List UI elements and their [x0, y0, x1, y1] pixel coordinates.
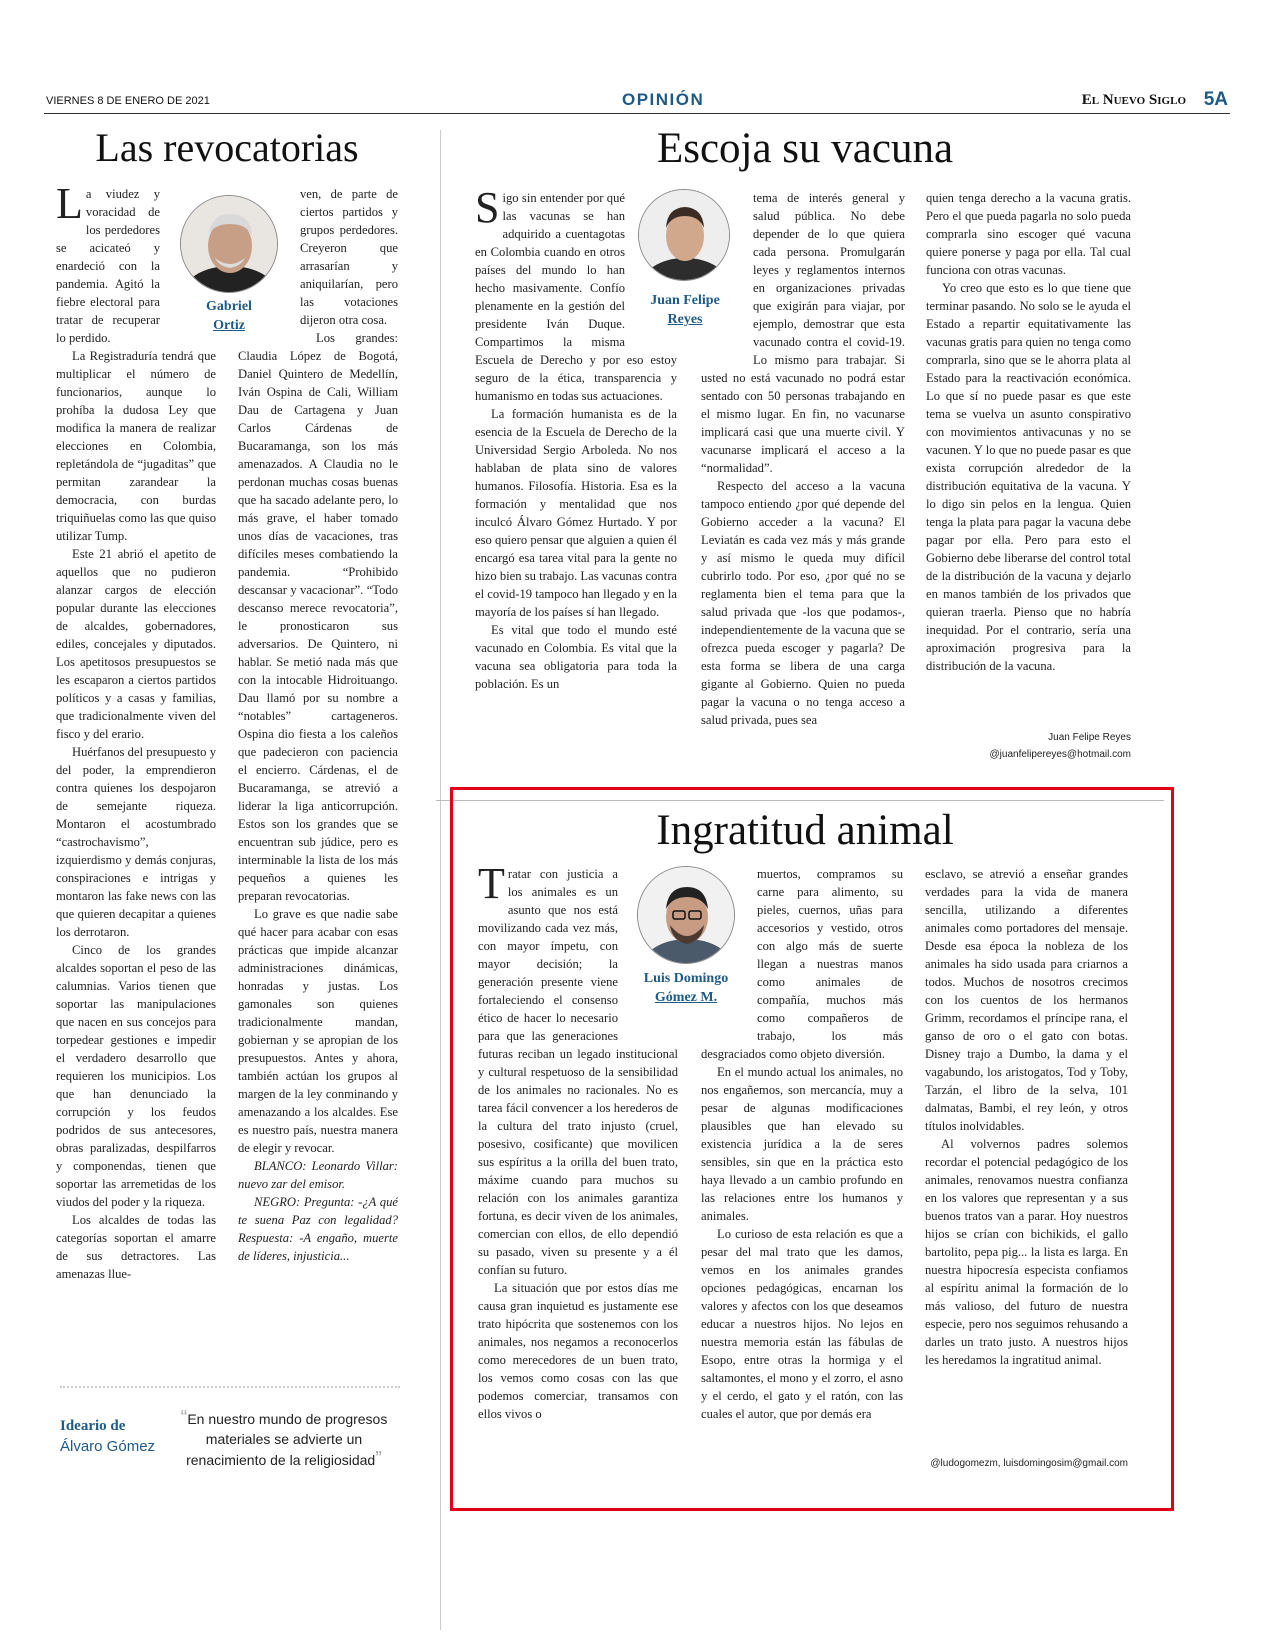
- paragraph: Huérfanos del presupuesto y del poder, la emprendieron contra quienes los despojaron de semejante riqueza. Montaron el acostumbrado “castrochavismo”, izquierdismo y demás conjuras, conspiraciones e intrigas y montaron las fake news con las que quieren decapitar a quienes los derrotaron.: [56, 745, 216, 939]
- author-last-name: Gómez M.: [654, 990, 718, 1005]
- article-2-title: Escoja su vacuna: [656, 125, 954, 172]
- article-2-column-2: [701, 189, 905, 761]
- paragraph: BLANCO: Leonardo Villar: nuevo zar del emisor.: [238, 1159, 398, 1191]
- page-number: 5A: [1203, 89, 1228, 110]
- article-3-column-2: [701, 865, 903, 1473]
- paragraph: La Registraduría tendrá que multiplicar el número de funcionarios, aunque lo prohíba la dudosa Ley que modifica la manera de realizar elecciones en Colombia, repletándola de “jugaditas” que permitan zarandear la democracia, con burdas triquiñuelas como las que quiso utilizar Tump.: [56, 349, 216, 543]
- paragraph: La situación que por estos días me causa gran inquietud es justamente ese trato hipócrita que sostenemos con los animales, nos negamos a reconocerlos como merecedores de un buen trato, los vemos como cosas con las que podemos comerciar, transamos con ellos vivos o: [478, 1281, 678, 1421]
- paragraph: Es vital que todo el mundo esté vacunado en Colombia. Es vital que la vacuna sea obligatoria para toda la población. Es un: [475, 623, 677, 691]
- photo-spacer: [238, 185, 300, 345]
- page-header: [44, 89, 1230, 114]
- author-first-name: Luis Domingo: [643, 971, 729, 986]
- photo-spacer: [160, 185, 216, 343]
- article-3-column-3: [925, 865, 1128, 1455]
- close-quote-icon: ”: [375, 1448, 382, 1470]
- article-3-title: Ingratitud animal: [656, 807, 954, 854]
- paragraph: Lo curioso de esta relación es que a pesar del mal trato que les damos, vemos en los animales grandes opciones pedagógicas, encarnan los valores y afectos con los que deseamos educar a nuestros hijos. No lejos en nuestra memoria están las fábulas de Esopo, entre otras la hormiga y el saltamontes, el mono y el zorro, el asno y el cerdo, el gato y el ratón, con las cuales el autor, que por demás era: [701, 1227, 903, 1421]
- ideario-box: [60, 1386, 400, 1481]
- paragraph: Yo creo que esto es lo que tiene que terminar pasando. No solo se le ayuda el Estado a repartir equitativamente las vacunas gratis para quien no tenga como comprarla, sino que se le ahorra plata al Estado para la reactivación económica. Lo que sí no puede pasar es que este tema se vuelva un asunto conspirativo con movimientos antivacunas y no se vacunen. Y lo que no puede pasar es que exista corrupción alrededor de la distribución equitativa de la vacuna. Y lo digo sin pelos en la lengua. Quien tenga la plata para pagar la vacuna debe pagar por ella. Pero para esto el Gobierno debe liberarse del control total de la distribución de la vacuna y dejarlo en manos también de los privados que quieran traerla. Pienso que no habría inequidad. Por el contrario, sería una aproximación progresiva para la distribución de la vacuna.: [926, 281, 1131, 673]
- paragraph: Cinco de los grandes alcaldes soportan el peso de las calumnias. Varios tienen que soportar las manipulaciones que nacen en sus concejos para torpedear gestiones e impedir el verdadero desarrollo que requieren los municipios. Los que han denunciado la corrupción y los feudos podridos de sus antecesores, obras paralizadas, despilfarros y componendas, tienen que soportar las arremetidas de los viudos del poder y la riqueza.: [56, 943, 216, 1209]
- author-signature: Juan Felipe Reyes: [1048, 732, 1131, 743]
- paragraph: Respecto del acceso a la vacuna tampoco entiendo ¿por qué depende del Gobierno acceder a la vacuna? El Leviatán es cada vez más y más grande y así mismo le queda muy difícil cubrirlo todo. Por eso, ¿por qué no se reglamenta bien el tema para que la salud privada que -los que podamos-, independientemente de la vacuna que se ofrezca pueda escoger y pagarla? De esta forma se libera de una carga gigante al Gobierno. Quien no pueda pagar la vacuna o no tenga acceso a salud privada, pues sea: [701, 479, 905, 727]
- author-email: @juanfelipereyes@hotmail.com: [989, 749, 1131, 760]
- author-first-name: Gabriel: [206, 299, 252, 314]
- author-last-name: Ortiz: [213, 318, 245, 333]
- photo-spacer: [618, 865, 678, 1043]
- paragraph: muertos, compramos su carne para alimento, su pieles, cuernos, uñas para accesorios y vestido, otros con algo más de suerte llegan a nuestras manos como animales de compañía, muchos más como compañeros de trabajo, los más desgraciados como objeto diversión.: [701, 867, 903, 1061]
- ideario-label: Ideario de: [60, 1418, 126, 1434]
- article-1-title: Las revocatorias: [95, 125, 359, 170]
- article-1-column-2: [238, 185, 398, 1385]
- newspaper-name: El Nuevo Siglo: [1081, 92, 1186, 108]
- paragraph: esclavo, se atrevió a enseñar grandes verdades para la vida de manera sencilla, utilizando a diferentes animales como portadores del mensaje. Desde esa época la nobleza de los animales ha sido usada para criarnos a todos. Muchos de nosotros crecimos con los cuentos de los hermanos Grimm, recordamos el príncipe rana, el ganso de oro o el gato con botas. Disney trajo a Dumbo, la dama y el vagabundo, los aristogatos, Tod y Toby, Tarzán, el libro de la selva, 101 dalmatas, Bambi, el rey león, y otros títulos inolvidables.: [925, 867, 1128, 1133]
- paragraph: a viudez y voracidad de los perdedores se acicateó y enardeció con la pandemia. Agitó la fiebre electoral para tratar de recuperar lo perdido.: [56, 187, 160, 345]
- ideario-quote: [168, 1408, 400, 1470]
- dropcap: S: [475, 189, 500, 232]
- paragraph: Este 21 abrió el apetito de aquellos que no pudieron alanzar cargos de elección popular durante las elecciones de alcaldes, gobernadores, ediles, concejales y diputados. Los apetitosos presupuestos se les escaparon a ciertos partidos políticos y a casas y familias, que tradicionalmente viven del fisco y del erario.: [56, 547, 216, 741]
- open-quote-icon: “: [180, 1407, 188, 1429]
- issue-date: VIERNES 8 DE ENERO DE 2021: [46, 95, 210, 107]
- column-divider: [440, 130, 441, 1630]
- paragraph: En el mundo actual los animales, no nos engañemos, son mercancía, muy a pesar de algunas modificaciones plausibles que han elevado su existencia jurídica a la de seres sensibles, sin que en la práctica esto haya llevado a un cambio profundo en las relaciones entre los humanos y animales.: [701, 1065, 903, 1223]
- photo-spacer: [625, 189, 677, 339]
- photo-spacer: [701, 189, 753, 354]
- dropcap: T: [478, 865, 505, 908]
- paragraph: Los grandes: Claudia López de Bogotá, Daniel Quintero de Medellín, Iván Ospina de Cali, William Dau de Cartagena y Juan Carlos Cárdenas de Bucaramanga, son los más amenazados. A Claudia no le perdonan muchas cosas buenas que ha sacado adelante pero, lo más grave, el haber tomado unos días de vacaciones, tras difíciles meses combatiendo la pandemia. “Prohibido descansar y vacacionar”. “Todo descanso merece revocatoria”, le pronosticaron sus adversarios. De Quintero, ni hablar. Se metió nada más que con la intocable Hidroituango. Dau llamó por su nombre a “notables” cartageneros. Ospina dio fiesta a los caleños que padecieron con paciencia el encierro. Cárdenas, el de Bucaramanga, se atrevió a liderar la liga anticorrupción. Estos son los grandes que se encuentran sub júdice, pero es interminable la lista de los más pequeños a quienes les preparan revocatorias.: [238, 331, 398, 903]
- paragraph: ratar con justicia a los animales es un asunto que nos está movilizando cada vez más, con mayor ímpetu, con mayor decisión; la generación presente viene fortaleciendo el consenso ético de hacer lo necesario para que las generaciones futuras reciban un legado institucional y cultural respetuoso de la sensibilidad de los animales no racionales. No es tarea fácil convencer a los herederos de la cultura del trato injusto (cruel, posesivo, cosificante) que movilicen sus espíritus a la orilla del buen trato, máxime cuando para muchos su relación con los animales garantiza fortuna, es decir viven de los animales, comercian con ellos, de ello dependió su pasado, viven su presente y a él confían su futuro.: [478, 867, 678, 1277]
- article-1-column-1: [56, 185, 216, 1378]
- paragraph: ven, de parte de ciertos partidos y grupos perdedores. Creyeron que arrasarían y aniquilarían, pero las votaciones dijeron otra cosa.: [300, 187, 398, 327]
- article-2-column-1: [475, 189, 677, 761]
- section-title: OPINIÓN: [622, 90, 705, 109]
- paragraph: tema de interés general y salud pública. No debe depender de lo que quiera cada persona. Promulgarán leyes y reglamentos internos en organizaciones privadas que exigirán para viajar, por ejemplo, demostrar que esta vacunado contra el covid-19. Lo mismo para trabajar. Si usted no está vacunado no podrá estar sentado con 50 personas trabajando en el mismo lugar. En fin, no vacunarse implicará casi que una muerte civil. Y vacunarse implicará el acceso a la “normalidad”.: [701, 191, 905, 475]
- paragraph: Lo grave es que nadie sabe qué hacer para acabar con esas prácticas que impide alcanzar administraciones dinámicas, honradas y justas. Los gamonales son quienes tradicionalmente mandan, gobiernan y se apropian de los presupuestos. Antes y ahora, también actúan los grupos al margen de la ley conminando y amenazando a los alcaldes. Ese es nuestro país, nuestra manera de elegir y revocar.: [238, 907, 398, 1155]
- paragraph: Los alcaldes de todas las categorías soportan el amarre de sus detractores. Las amenazas llue-: [56, 1213, 216, 1281]
- ideario-author: Álvaro Gómez: [60, 1438, 156, 1455]
- paragraph: quien tenga derecho a la vacuna gratis. Pero el que pueda pagarla no solo pueda comprarla sino escoger qué vacuna quiere ponerse y paga por ella. Tal cual funciona con otras vacunas.: [926, 191, 1131, 277]
- paragraph: Al volvernos padres solemos recordar el potencial pedagógico de los animales, renovamos nuestra confianza en los valores que representan y a sus buenos tratos van a parar. Hoy nuestros hijos se crían con bichikids, el gallo bartolito, pepa pig... la lista es larga. En nuestra hipocresía especista confiamos al espíritu animal la formación de lo más valioso, del futuro de nuestra especie, pero nos seguimos rehusando a darles un trato justo. A nuestros hijos les heredamos la ingratitud animal.: [925, 1137, 1128, 1367]
- paragraph: igo sin entender por qué las vacunas se han adquirido a cuentagotas en Colombia cuando en otros países del mundo lo han hecho masivamente. Confío plenamente en la gestión del presidente Iván Duque. Compartimos la misma Escuela de Derecho y por eso estoy seguro de la ética, transparencia y humanismo en todas sus actuaciones.: [475, 191, 677, 403]
- paragraph: NEGRO: Pregunta: -¿A qué te suena Paz con legalidad? Respuesta: -A engaño, muerte de líderes, injusticia...: [238, 1195, 398, 1263]
- author-first-name: Juan Felipe: [650, 293, 720, 308]
- article-3-column-1: [478, 865, 678, 1473]
- paragraph: La formación humanista es de la esencia de la Escuela de Derecho de la Universidad Sergio Arboleda. No nos hablaban de plata sino de valores humanos. Filosofía. Historia. Esa es la formación y mentalidad que nos inculcó Álvaro Gómez Hurtado. Y por eso quiero pensar que alguien a quien él encargó esa tarea vital para la gente no hizo bien su trabajo. Las vacunas contra el covid-19 tampoco han llegado y en la mayoría de los países sí han llegado.: [475, 407, 677, 619]
- dropcap: L: [56, 185, 83, 228]
- quote-text: En nuestro mundo de progresos materiales se advierte un renacimiento de la religiosidad: [186, 1411, 388, 1468]
- author-last-name: Reyes: [667, 312, 703, 327]
- author-email: @ludogomezm, luisdomingosim@gmail.com: [930, 1458, 1128, 1469]
- article-2-column-3: [926, 189, 1131, 729]
- photo-spacer: [701, 865, 757, 1045]
